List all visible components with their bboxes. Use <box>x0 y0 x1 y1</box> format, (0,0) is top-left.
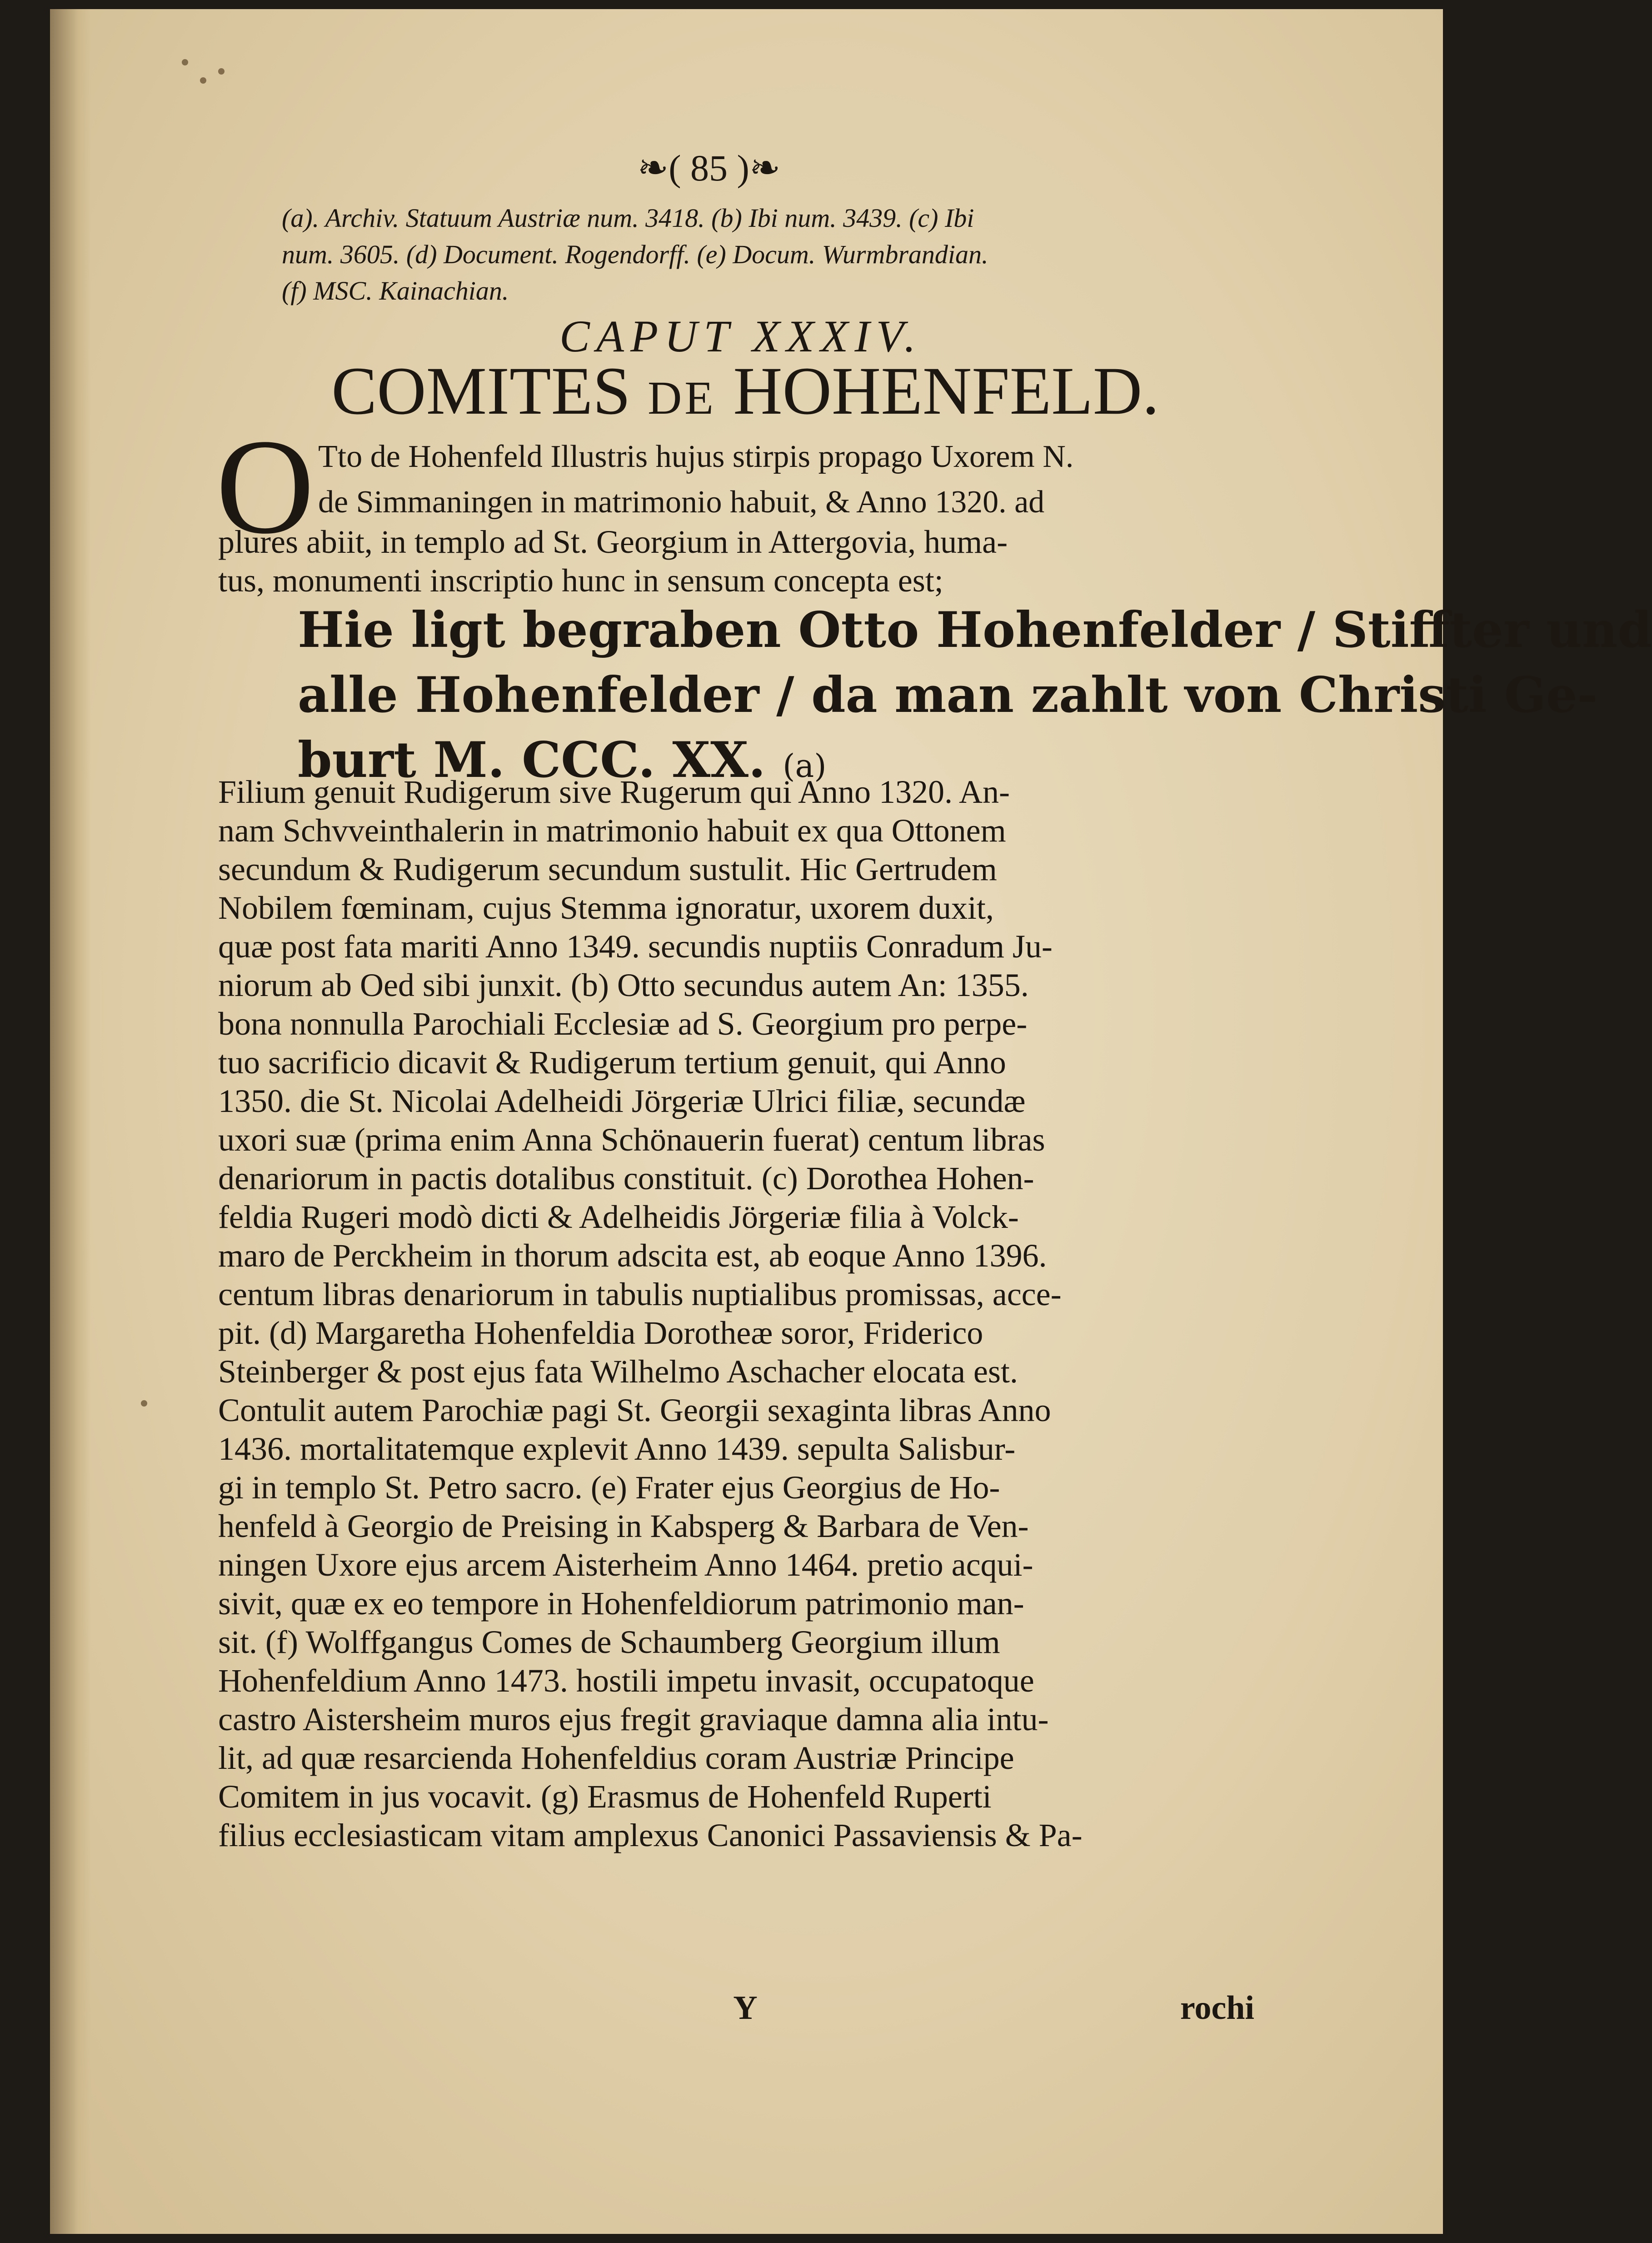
footnote-line: (a). Archiv. Statuum Austriæ num. 3418. (b) Ibi num. 3439. (c) Ibi <box>282 203 974 233</box>
signature-mark: Y <box>733 1989 758 2027</box>
text-line: 1436. mortalitatemque explevit Anno 1439. sepulta Salisbur- <box>218 1431 1016 1467</box>
text-line: gi in templo St. Petro sacro. (e) Frater ejus Georgius de Ho- <box>218 1469 1000 1506</box>
text-line: feldia Rugeri modò dicti & Adelheidis Jörgeriæ filia à Volck- <box>218 1199 1019 1235</box>
text-line: pit. (d) Margaretha Hohenfeldia Dorotheæ soror, Friderico <box>218 1315 983 1351</box>
chapter-heading: CAPUT XXXIV. <box>559 311 922 361</box>
text-line: plures abiit, in templo ad St. Georgium in Attergovia, huma- <box>218 524 1008 560</box>
text-line: niorum ab Oed sibi junxit. (b) Otto secundus autem An: 1355. <box>218 967 1029 1003</box>
catchword: rochi <box>1180 1989 1254 2027</box>
text-line: secundum & Rudigerum secundum sustulit. Hic Gertrudem <box>218 851 997 887</box>
foxing-spot <box>182 59 188 65</box>
text-line: ningen Uxore ejus arcem Aisterheim Anno 1464. pretio acqui- <box>218 1547 1033 1583</box>
text-line: nam Schvveinthalerin in matrimonio habuit ex qua Ottonem <box>218 812 1006 849</box>
title-part: HOHENFELD. <box>716 353 1159 429</box>
text-line: de Simmaningen in matrimonio habuit, & Anno 1320. ad <box>318 485 1045 520</box>
title-part-small-caps: DE <box>648 372 716 424</box>
intro-paragraph <box>218 523 1254 600</box>
chapter-title <box>241 352 1250 437</box>
text-line: Nobilem fœminam, cujus Stemma ignoratur, uxorem duxit, <box>218 890 994 926</box>
text-line: uxori suæ (prima enim Anna Schönauerin fuerat) centum libras <box>218 1122 1045 1158</box>
blackletter-inscription <box>298 598 1652 799</box>
text-line: centum libras denariorum in tabulis nuptialibus promissas, acce- <box>218 1276 1062 1312</box>
text-line: tus, monumenti inscriptio hunc in sensum concepta est; <box>218 562 943 599</box>
text-line: sit. (f) Wolffgangus Comes de Schaumberg Georgium illum <box>218 1624 1000 1660</box>
footnote-block <box>282 200 1263 309</box>
text-line: Hohenfeldium Anno 1473. hostili impetu invasit, occupatoque <box>218 1662 1034 1699</box>
text-line: tuo sacrificio dicavit & Rudigerum tertium genuit, qui Anno <box>218 1044 1006 1081</box>
text-line: quæ post fata mariti Anno 1349. secundis nuptiis Conradum Ju- <box>218 928 1053 965</box>
footnote-line: (f) MSC. Kainachian. <box>282 276 509 305</box>
text-line: Tto de Hohenfeld Illustris hujus stirpis propago Uxorem N. <box>318 439 1074 474</box>
foxing-spot <box>141 1400 147 1407</box>
text-line: lit, ad quæ resarcienda Hohenfeldius coram Austriæ Principe <box>218 1740 1014 1776</box>
title-part: COMITES <box>331 353 648 429</box>
text-line: sivit, quæ ex eo tempore in Hohenfeldiorum patrimonio man- <box>218 1585 1024 1622</box>
text-line: henfeld à Georgio de Preising in Kabsperg & Barbara de Ven- <box>218 1508 1029 1544</box>
foxing-spot <box>218 68 225 75</box>
inscription-line: Hie ligt begraben Otto Hohenfelder / Stiffter und <box>298 601 1652 659</box>
text-line: castro Aistersheim muros ejus fregit graviaque damna alia intu- <box>218 1701 1049 1737</box>
text-line: filius ecclesiasticam vitam amplexus Canonici Passaviensis & Pa- <box>218 1817 1083 1853</box>
page-gutter-shadow <box>50 9 91 2234</box>
foxing-spot <box>200 77 206 84</box>
footnote-marker: (a) <box>783 747 827 785</box>
text-line: denariorum in pactis dotalibus constituit. (c) Dorothea Hohen- <box>218 1160 1034 1197</box>
book-page <box>50 9 1652 2234</box>
opening-lines <box>318 434 1254 525</box>
inscription-line-text: burt M. CCC. XX. <box>298 731 766 789</box>
text-line: 1350. die St. Nicolai Adelheidi Jörgeriæ Ulrici filiæ, secundæ <box>218 1083 1026 1119</box>
drop-cap: O <box>216 411 314 562</box>
text-line: bona nonnulla Parochiali Ecclesiæ ad S. Georgium pro perpe- <box>218 1006 1028 1042</box>
text-line: Steinberger & post ejus fata Wilhelmo Aschacher elocata est. <box>218 1353 1018 1390</box>
page-number-header: ❧( 85 )❧ <box>637 147 781 189</box>
footnote-line: num. 3605. (d) Document. Rogendorff. (e) Docum. Wurmbrandian. <box>282 240 988 269</box>
text-line: Comitem in jus vocavit. (g) Erasmus de Hohenfeld Ruperti <box>218 1778 992 1815</box>
text-line: maro de Perckheim in thorum adscita est, ab eoque Anno 1396. <box>218 1237 1047 1274</box>
main-paragraph <box>218 773 1254 1855</box>
inscription-line: alle Hohenfelder / da man zahlt von Christi Ge- <box>298 666 1598 724</box>
text-line: Filium genuit Rudigerum sive Rugerum qui Anno 1320. An- <box>218 774 1010 810</box>
text-line: Contulit autem Parochiæ pagi St. Georgii sexaginta libras Anno <box>218 1392 1051 1428</box>
